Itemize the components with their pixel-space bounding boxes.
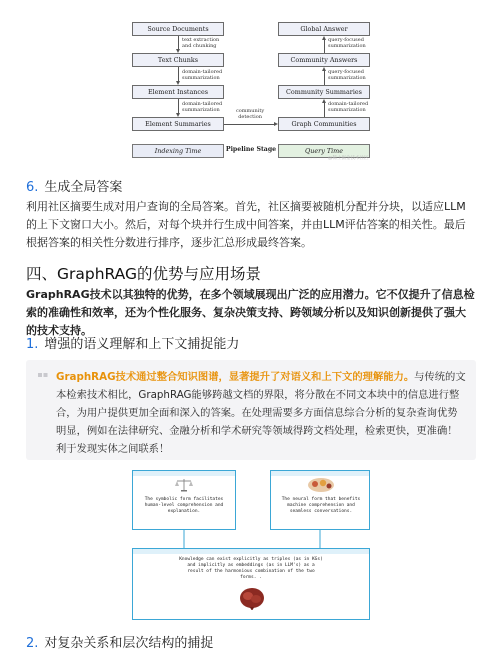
note-community-detection: community detection xyxy=(236,108,265,120)
section-title: 生成全局答案 xyxy=(44,180,123,195)
combined-form-card xyxy=(132,548,370,620)
box-element-summaries: Element Summaries xyxy=(132,117,224,131)
callout-highlight: GraphRAG技术通过整合知识图谱，显著提升了对语义和上下文的理解能力。 xyxy=(56,371,415,383)
subsection-number: 1. xyxy=(26,337,39,352)
section-number: 6. xyxy=(26,180,39,195)
subsection-number: 2. xyxy=(26,636,39,651)
symbolic-form-card xyxy=(132,470,236,530)
card-header-bar xyxy=(133,471,235,476)
pipeline-stage-label: Pipeline Stage xyxy=(225,146,277,153)
neural-form-card xyxy=(270,470,370,530)
quote-callout xyxy=(26,360,476,460)
note-domain-tailored: domain-tailored summarization xyxy=(182,69,223,81)
brain-icon xyxy=(237,585,267,615)
section-6-body: 利用社区摘要生成对用户查询的全局答案。首先，社区摘要被随机分配并分块，以适应LLM的上下文窗口大小。然后，对每个块并行生成中间答案，并由LLM评估答案的相关性。最后根据答案的相关性分数进行排序，逐步汇总形成最终答案。 xyxy=(26,200,466,249)
box-community-answers: Community Answers xyxy=(278,53,370,67)
watermark: @稀土掘金技术社区 xyxy=(328,156,369,161)
section-6-heading xyxy=(26,176,122,195)
quote-icon xyxy=(38,372,48,380)
subsection-1-heading xyxy=(26,333,239,352)
symbolic-form-text: The symbolic form facilitates human-level comprehension and explanation. xyxy=(144,497,224,514)
arrow-line xyxy=(324,103,325,117)
arrow-down-icon xyxy=(176,113,180,117)
note-domain-tailored: domain-tailored summarization xyxy=(182,101,223,113)
indexing-time-label: Indexing Time xyxy=(132,144,224,158)
card-header-bar xyxy=(271,471,369,476)
neural-form-text: The neural form that benefits machine comprehension and seamless conversations. xyxy=(281,497,361,514)
arrow-down-icon xyxy=(176,81,180,85)
subsection-title: 对复杂关系和层次结构的捕捉 xyxy=(44,636,214,651)
arrow-line xyxy=(178,99,179,113)
box-source-documents: Source Documents xyxy=(132,22,224,36)
box-community-summaries: Community Summaries xyxy=(278,85,370,99)
box-graph-communities: Graph Communities xyxy=(278,117,370,131)
arrow-down-icon xyxy=(176,49,180,53)
section-4-heading: 四、GraphRAG的优势与应用场景 xyxy=(26,265,262,283)
note-text-extraction: text extraction and chunking xyxy=(182,37,220,49)
box-global-answer: Global Answer xyxy=(278,22,370,36)
subsection-title: 增强的语义理解和上下文捕捉能力 xyxy=(44,337,240,352)
graphrag-pipeline-figure xyxy=(132,12,370,162)
card-header-bar xyxy=(133,549,369,554)
connector-lines xyxy=(132,530,370,550)
scales-icon xyxy=(175,478,193,492)
arrow-line xyxy=(324,40,325,53)
subsection-2-heading xyxy=(26,632,213,651)
section-4-intro: GraphRAG技术以其独特的优势，在多个领域展现出广泛的应用潜力。它不仅提升了信息检索的准确性和效率，还为个性化服务、复杂决策支持、跨领域分析以及知识创新提供了强大的技术支持。 xyxy=(26,288,475,337)
box-text-chunks: Text Chunks xyxy=(132,53,224,67)
note-query-focused: query-focused summarization xyxy=(328,37,366,49)
note-query-focused: query-focused summarization xyxy=(328,69,366,81)
arrow-line xyxy=(178,67,179,81)
knowledge-forms-illustration xyxy=(132,470,370,622)
combined-form-text: Knowledge can exist explicitly as triples (as in KGs) and implicitly as embeddings (as in LLM's) as a result of the harmonious combination of the two forms. . xyxy=(179,557,323,580)
callout-text xyxy=(56,368,466,458)
arrow-line xyxy=(324,71,325,85)
query-time-label: Query Time xyxy=(278,144,370,158)
callout-body: 与传统的文本检索技术相比，GraphRAG能够跨越文档的界限，将分散在不同文本块中的信息进行整合，为用户提供更加全面和深入的答案。在处理需要多方面信息综合分析的复杂查询优势明显，例如在法律研究、金融分析和学术研究等领域得跨文档处理，检索更快，更准确！利于发现实体之间联系！ xyxy=(56,371,466,455)
arrow-line xyxy=(224,124,274,125)
neural-art-icon xyxy=(307,477,335,493)
box-element-instances: Element Instances xyxy=(132,85,224,99)
note-domain-tailored: domain-tailored summarization xyxy=(328,101,369,113)
arrow-line xyxy=(178,36,179,49)
